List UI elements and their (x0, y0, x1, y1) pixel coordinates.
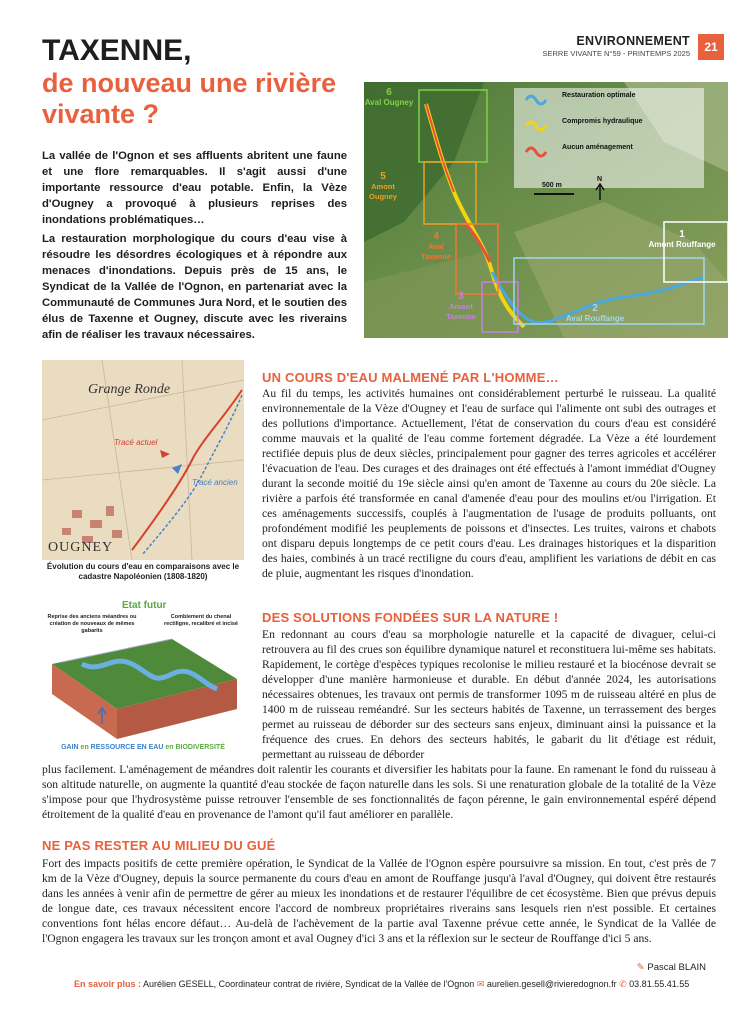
zone-5: 5 Amont Ougney (369, 171, 397, 201)
aerial-map (364, 82, 728, 338)
section-body-2-continued: plus facilement. L'aménagement de méandres doit ralentir les courants et diversifier les habitats pour la faune. En ramenant le fond du ruisseau à son altitude naturelle, on augmente la quantité d'eau stockée de façon naturelle dans les sols. Si une renaturation globale de la totalité de la Vèze s'impose pour que l'hydrosystème puisse retrouver l'ensemble de ses fonctionnalités de façon pérenne, le gain environnemental espéré dépend étroitement de la qualité d'eau en provenance de l'amont qu'il faut améliorer en parallèle. (42, 763, 716, 821)
zone-3: 3 Amont Taxenne (446, 291, 476, 321)
future-note-left: Reprise des anciens méandres ou création de nouveaux de mêmes gabarits (47, 614, 137, 634)
phone-icon: ✆ (619, 979, 627, 989)
cadastre-label-current: Tracé actuel (114, 438, 158, 447)
zone-2: 2 Aval Rouffange (565, 303, 625, 323)
cadastre-figure (42, 360, 244, 590)
intro-paragraph-2: La restauration morphologique du cours d'eau vise à résoudre les désordres écologiques et à répondre aux menaces d'inondations. Depuis près de 15 ans, le Syndicat de la Vallée de l'Ognon, en partenariat avec la Communauté de Communes Jura Nord, et le soutien des élus de Taxenne et Ougney, discute avec les riverains afin de réaliser les travaux nécessaires. (42, 233, 347, 341)
footer-phone[interactable]: 03.81.55.41.55 (629, 979, 690, 989)
footer-email[interactable]: aurelien.gesell@rivieredognon.fr (486, 979, 617, 989)
section-label: ENVIRONNEMENT (576, 34, 690, 48)
title-line1: TAXENNE, (42, 34, 192, 67)
zone-6: 6 Aval Ougney (364, 87, 414, 107)
author-credit (637, 962, 706, 973)
footer (74, 979, 734, 990)
future-block-diagram (42, 634, 244, 742)
future-caption: GAIN en RESSOURCE EN EAU en BIODIVERSITÉ (61, 744, 225, 751)
issue-label: SERRE VIVANTE N°59 - PRINTEMPS 2025 (542, 49, 690, 58)
cadastre-label-old: Tracé ancien (192, 478, 238, 487)
section-body-1: Au fil du temps, les activités humaines ont considérablement perturbé le ruisseau. La qualité environnementale de la Vèze d'Ougney et l'eau de surface qui l'alimente ont subi des outrages et des pollutions d'importance. Actuellement, l'état de conservation du cours d'eau est considéré comme mauvais et la qualité de l'eau comme fortement dégradée. La Vèze a été lourdement rectifiée depuis plus de deux siècles, principalement pour gagner des terres agricoles et accélérer l'évacuation de l'eau. Des curages et des drainages ont été effectués à l'amont immédiat d'Ougney durant la seconde moitié du 19e siècle ainsi qu'en amont de Taxenne au cours du 20e siècle. La rivière a parfois été transformée en canal d'amenée d'eau pour des moulins et/ou l'irrigation. Et ces aménagements successifs, couplés à l'augmentation de l'usage de produits polluants, ont profondément modifié les peuplements de poissons et d'insectes. Les truites, vairons et chabots ont disparu depuis longtemps de ce petit cours d'eau. Les drainages historiques et la disparition des haies, combinés à un tracé rectiligne du cours d'eau, amplifient les variations de débit en cas de pluie, augmentant les risques d'inondation. (262, 387, 716, 580)
legend-compromis: Compromis hydraulique (562, 118, 643, 125)
cadastre-label-grange: Grange Ronde (88, 382, 171, 397)
future-note-right: Comblement du chenal rectiligne, recalibré et incisé (164, 614, 238, 627)
section-title-3: NE PAS RESTER AU MILIEU DU GUÉ (42, 838, 276, 853)
mail-icon: ✉ (476, 979, 485, 989)
footer-contact: Aurélien GESELL, Coordinateur contrat de rivière, Syndicat de la Vallée de l'Ognon (143, 979, 475, 989)
section-body-2: En redonnant au cours d'eau sa morphologie naturelle et la capacité de divaguer, celui-ci retrouvera au fil des crues son équilibre dynamique naturel et reconstituera lui-même ses habitats. Rapidement, le cortège d'espèces typiques recolonise le milieu restauré et la biocénose devrait se développer d'une manière harmonieuse et durable. En début d'année 2024, les autorisations nécessaires obtenues, les travaux ont permis de transformer 1095 m de ruisseau altéré en plus de 1400 m de ruisseau reméandré. Sur les secteurs habités de Taxenne, un terrassement des berges permet au ruisseau de déborder sur des secteurs sans enjeux, diminuant ainsi la puissance et la fréquence des crues. En dehors des secteurs habités, le gabarit du lit d'étiage est réduit, permettant au ruisseau de déborder (262, 628, 716, 761)
map-north: N (597, 176, 603, 183)
section-title-1: UN COURS D'EAU MALMENÉ PAR L'HOMME… (262, 370, 559, 385)
title-line2: de nouveau une rivière vivante ? (42, 68, 337, 129)
legend-restauration: Restauration optimale (562, 92, 636, 99)
cadastre-caption: Évolution du cours d'eau en comparaisons avec le cadastre Napoléonien (1808-1820) (46, 562, 240, 581)
page-number: 21 (698, 34, 724, 60)
intro-paragraph-1: La vallée de l'Ognon et ses affluents abritent une faune et une flore remarquables. Il s'agit aussi d'une importante ressource d'eau potable. Enfin, la Vèze d'Ougney a provoqué à plusieurs reprises des inondations problématiques… (42, 150, 347, 226)
cadastre-map (42, 360, 244, 560)
footer-label: En savoir plus : (74, 979, 142, 989)
cadastre-label-village: OUGNEY (48, 540, 114, 555)
section-title-2: DES SOLUTIONS FONDÉES SUR LA NATURE ! (262, 610, 559, 625)
legend-aucun: Aucun aménagement (562, 144, 633, 151)
zone-1: 1 Amont Rouffange (648, 229, 716, 249)
map-scale: 500 m (542, 182, 562, 189)
map-image (364, 82, 728, 338)
zone-4: 4 Aval Taxenne (421, 231, 451, 261)
author-name: Pascal BLAIN (647, 962, 706, 973)
future-state-figure (42, 600, 244, 760)
section-body-3: Fort des impacts positifs de cette première opération, le Syndicat de la Vallée de l'Ognon espère poursuivre sa mission. En tout, c'est près de 7 km de la Vèze d'Ougney, depuis la source permanente du cours d'eau en amont de Rouffange jusqu'à l'aval d'Ougney, qui doivent être restaurés dans les années à venir afin de permettre de gérer au mieux les inondations et de restaurer l'équilibre de cet écosystème. Bien que prévus depuis de longue date, ces travaux nécessitent encore l'accord de nombreux propriétaires riverains sans lesquels rien n'est possible. Et certaines conventions font hélas encore défaut… Au-delà de l'achèvement de la partie aval Taxenne prévue cette année, le Syndicat de la Vallée de l'Ognon engagera les travaux sur les tronçon amont et aval Ougney d'ici 3 ans et la réflexion sur le secteur de Rouffange d'ici 5 ans. (42, 857, 716, 945)
pen-icon: ✎ (636, 962, 645, 973)
future-title: Etat futur (122, 600, 167, 611)
